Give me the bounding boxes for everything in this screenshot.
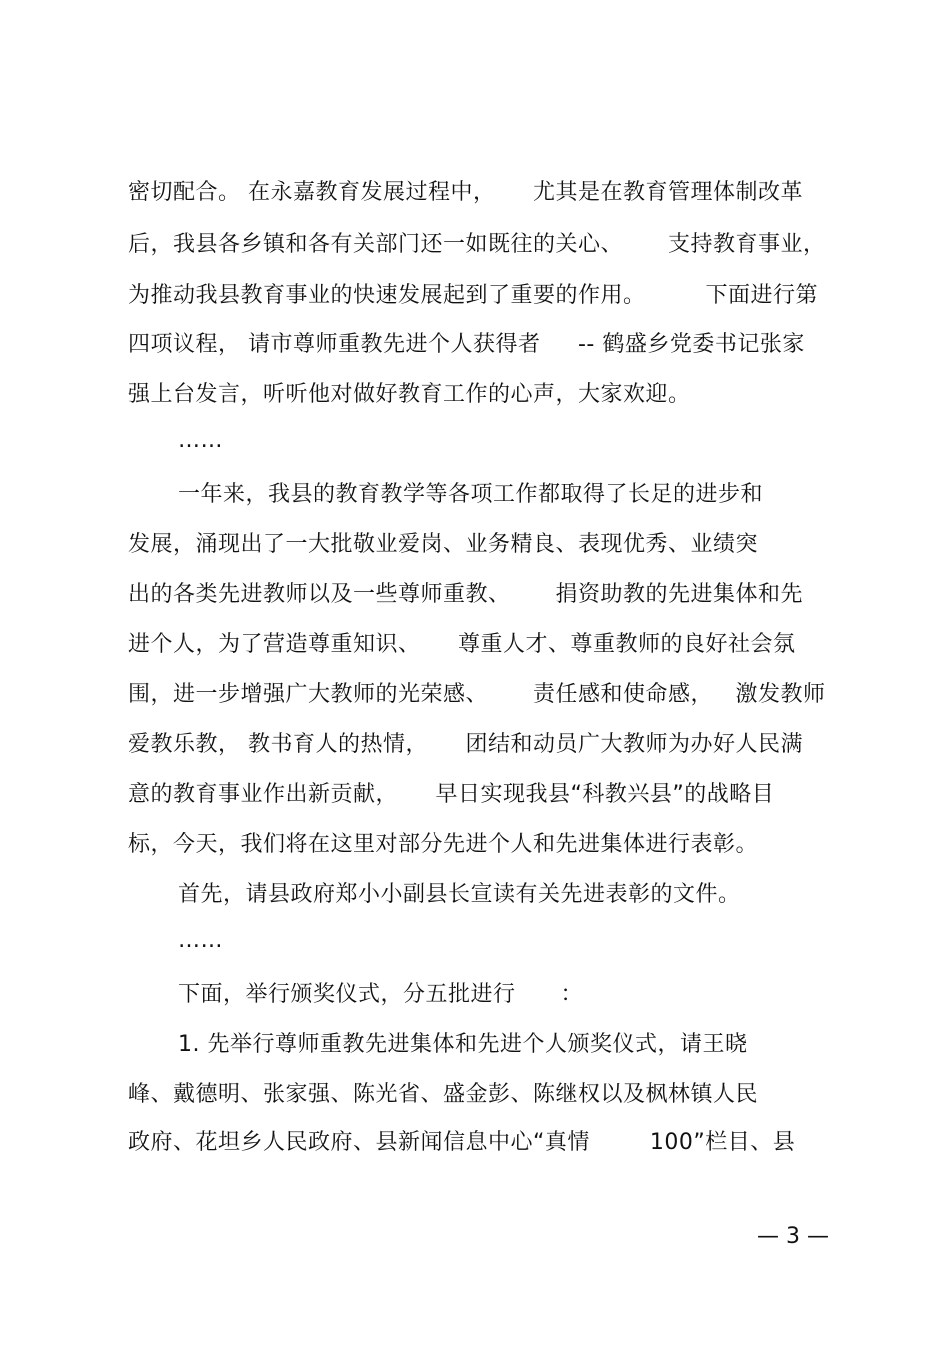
paragraph-first-line: 一年来，我县的教育教学等各项工作都取得了长足的进步和 — [178, 482, 764, 507]
text-line: 峰、戴德明、张家强、陈光省、盛金彭、陈继权以及枫林镇人民 — [128, 1082, 759, 1107]
text-line: 发展，涌现出了一大批敬业爱岗、业务精良、表现优秀、业绩突 — [128, 532, 759, 557]
ellipsis-line: …… — [178, 928, 223, 953]
text-line: 出的各类先进教师以及一些尊师重教、 捐资助教的先进集体和先 — [128, 582, 803, 607]
text-line: 为推动我县教育事业的快速发展起到了重要的作用。 下面进行第 — [128, 283, 818, 308]
text-line: 四项议程， 请市尊师重教先进个人获得者 -- 鹤盛乡党委书记张家 — [128, 332, 805, 357]
paragraph-first-line: 首先，请县政府郑小小副县长宣读有关先进表彰的文件。 — [178, 882, 741, 907]
page-number: — 3 — — [757, 1224, 829, 1249]
paragraph-first-line: 1. 先举行尊师重教先进集体和先进个人颁奖仪式，请王晓 — [178, 1032, 748, 1057]
text-line: 密切配合。 在永嘉教育发展过程中， 尤其是在教育管理体制改革 — [128, 180, 803, 205]
text-line: 标，今天，我们将在这里对部分先进个人和先进集体进行表彰。 — [128, 832, 759, 857]
paragraph-first-line: 下面，举行颁奖仪式，分五批进行 ： — [178, 982, 583, 1007]
text-line: 后，我县各乡镇和各有关部门还一如既往的关心、 支持教育事业， — [128, 232, 826, 257]
text-line: 围，进一步增强广大教师的光荣感、 责任感和使命感， 激发教师 — [128, 682, 826, 707]
text-line: 政府、花坦乡人民政府、县新闻信息中心“真情 100”栏目、县 — [128, 1130, 796, 1155]
text-line: 进个人，为了营造尊重知识、 尊重人才、尊重教师的良好社会氛 — [128, 632, 796, 657]
ellipsis-line: …… — [178, 428, 223, 453]
text-line: 爱教乐教， 教书育人的热情， 团结和动员广大教师为办好人民满 — [128, 732, 803, 757]
text-line: 意的教育事业作出新贡献， 早日实现我县“科教兴县”的战略目 — [128, 782, 775, 807]
text-line: 强上台发言，听听他对做好教育工作的心声，大家欢迎。 — [128, 382, 691, 407]
